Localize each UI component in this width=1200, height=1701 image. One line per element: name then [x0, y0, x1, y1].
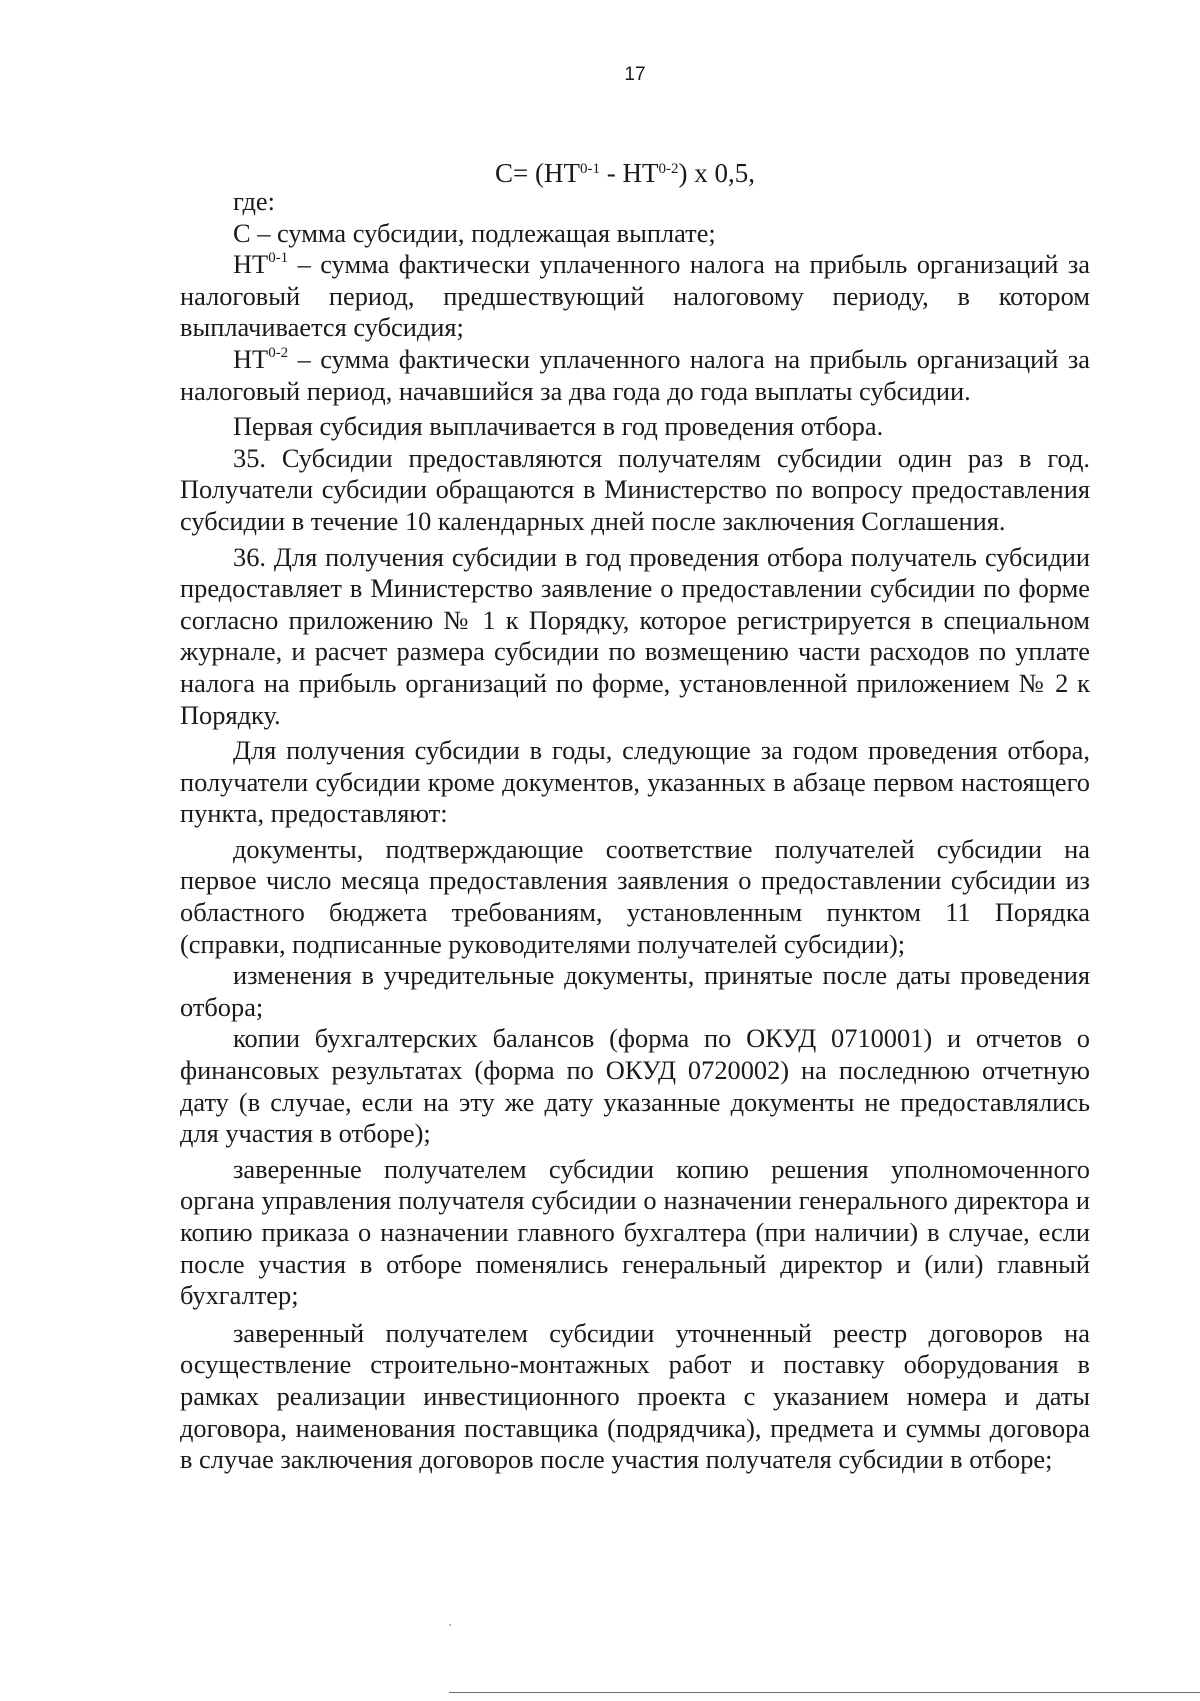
scan-speck	[449, 1624, 451, 1626]
nt1-label: НТ	[233, 249, 269, 280]
paragraph-35: 35. Субсидии предоставляются получателям субсидии один раз в год. Получатели субсидии обращаются в Министерство по вопросу предоставления субсидии в течение 10 календарных дней после заключения Соглашения.	[180, 442, 1090, 536]
nt2-text: – сумма фактически уплаченного налога на прибыль организаций за налоговый период, начавшийся за два года до года выплаты субсидии.	[180, 343, 1090, 406]
paragraph-nt2-definition	[180, 344, 1090, 407]
formula-sup-2: 0-2	[658, 161, 679, 177]
paragraph-charter-changes: изменения в учредительные документы, принятые после даты проведения отбора;	[180, 960, 1090, 1022]
nt2-superscript: 0-2	[268, 344, 289, 361]
paragraph-following-years: Для получения субсидии в годы, следующие за годом проведения отбора, получатели субсидии кроме документов, указанных в абзаце первом настоящего пункта, предоставляют:	[180, 735, 1090, 829]
formula-mid: - НТ	[599, 158, 659, 188]
formula-rhs: ) х 0,5,	[678, 158, 755, 188]
nt2-label: НТ	[233, 343, 269, 374]
document-body	[180, 186, 1090, 1476]
page-number: 17	[624, 64, 646, 85]
paragraph-balance-copies: копии бухгалтерских балансов (форма по ОКУД 0710001) и отчетов о финансовых результатах (форма по ОКУД 0720002) на последнюю отчетную дату (в случае, если на эту же дату указанные документы не предоставлялись для участия в отборе);	[180, 1023, 1090, 1149]
subsidy-formula	[495, 158, 755, 189]
paragraph-where: где:	[233, 186, 275, 216]
bottom-rule	[449, 1692, 1200, 1693]
paragraph-36: 36. Для получения субсидии в год проведения отбора получатель субсидии предоставляет в Министерство заявление о предоставлении субсидии по форме согласно приложению № 1 к Порядку, которое регистрируется в специальном журнале, и расчет размера субсидии по возмещению части расходов по уплате налога на прибыль организаций по форме, установленной приложением № 2 к Порядку.	[180, 541, 1090, 730]
formula-lhs: С= (НТ	[495, 158, 580, 188]
paragraph-director-decision: заверенные получателем субсидии копию решения уполномоченного органа управления получателя субсидии о назначении генерального директора и копию приказа о назначении главного бухгалтера (при наличии) в случае, если после участия в отборе поменялись генеральный директор и (или) главный бухгалтер;	[180, 1153, 1090, 1311]
paragraph-nt1-definition	[180, 249, 1090, 344]
paragraph-contracts-register: заверенный получателем субсидии уточненный реестр договоров на осуществление строительно-монтажных работ и поставку оборудования в рамках реализации инвестиционного проекта с указанием номера и даты договора, наименования поставщика (подрядчика), предмета и суммы договора в случае заключения договоров после участия получателя субсидии в отборе;	[180, 1317, 1090, 1475]
paragraph-c-definition: С – сумма субсидии, подлежащая выплате;	[233, 217, 716, 248]
formula-sup-1: 0-1	[579, 161, 600, 177]
nt1-text: – сумма фактически уплаченного налога на прибыль организаций за налоговый период, предшествующий налоговому периоду, в котором выплачивается субсидия;	[180, 249, 1090, 343]
paragraph-first-subsidy: Первая субсидия выплачивается в год проведения отбора.	[233, 411, 884, 442]
paragraph-docs-compliance: документы, подтверждающие соответствие получателей субсидии на первое число месяца предоставления заявления о предоставлении субсидии из областного бюджета требованиям, установленным пунктом 11 Порядка (справки, подписанные руководителями получателей субсидии);	[180, 833, 1090, 959]
nt1-superscript: 0-1	[268, 250, 289, 267]
